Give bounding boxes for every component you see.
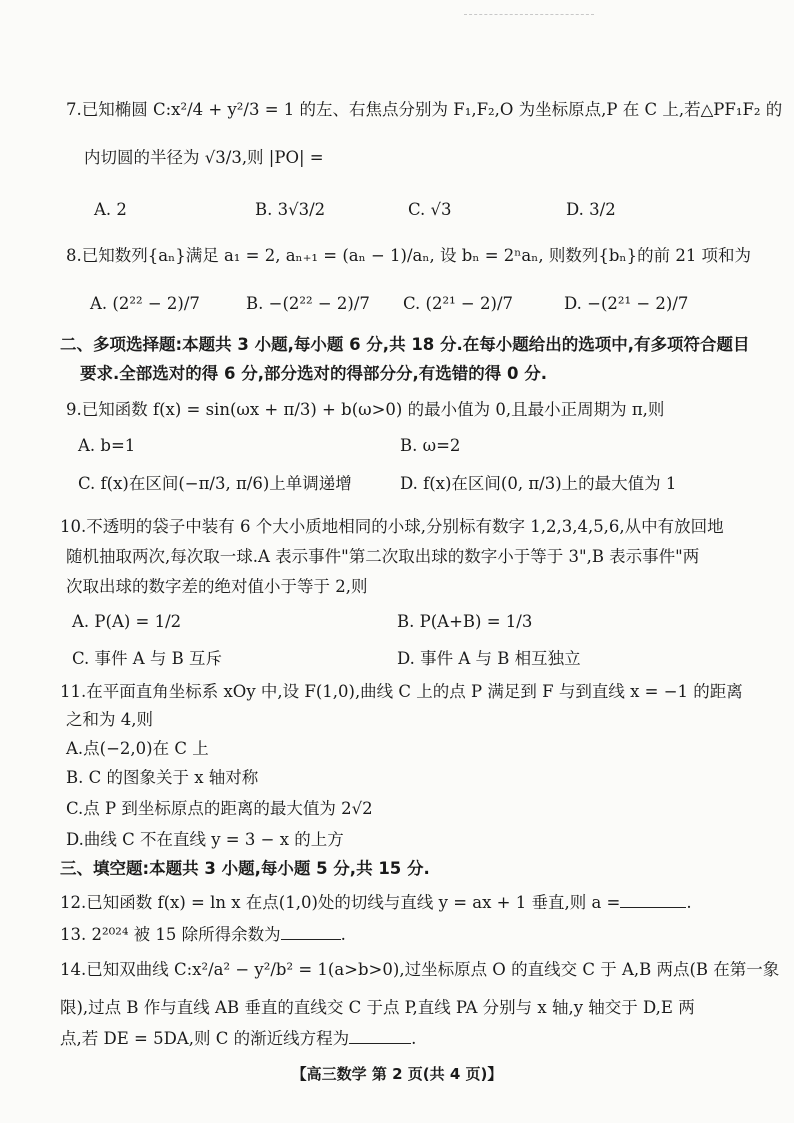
q7-option-c: C. √3 — [408, 200, 452, 219]
q8-option-b: B. −(2²² − 2)/7 — [246, 294, 370, 313]
q9-option-d: D. f(x)在区间(0, π/3)上的最大值为 1 — [400, 474, 677, 493]
q11-line1: 11.在平面直角坐标系 xOy 中,设 F(1,0),曲线 C 上的点 P 满足到 F 与到直线 x = −1 的距离 — [60, 682, 743, 701]
q9-option-c: C. f(x)在区间(−π/3, π/6)上单调递增 — [78, 474, 352, 493]
q12-period: . — [686, 893, 692, 912]
q8-line1: 8.已知数列{aₙ}满足 a₁ = 2, aₙ₊₁ = (aₙ − 1)/aₙ, 设 bₙ = 2ⁿaₙ, 则数列{bₙ}的前 21 项和为 — [66, 246, 752, 265]
q7-line2: 内切圆的半径为 √3/3,则 |PO| = — [84, 148, 324, 167]
q10-line3: 次取出球的数字差的绝对值小于等于 2,则 — [66, 577, 368, 596]
q10-option-b: B. P(A+B) = 1/3 — [397, 612, 533, 631]
section-2-heading-line1: 二、多项选择题:本题共 3 小题,每小题 6 分,共 18 分.在每小题给出的选项中,有多项符合题目 — [60, 335, 750, 354]
q9-option-a: A. b=1 — [78, 436, 136, 455]
q11-option-a: A.点(−2,0)在 C 上 — [66, 739, 209, 758]
q14-text: 点,若 DE = 5DA,则 C 的渐近线方程为 — [60, 1029, 350, 1048]
q11-option-b: B. C 的图象关于 x 轴对称 — [66, 768, 259, 787]
q12-line1 — [60, 893, 692, 912]
q14-line2: 限),过点 B 作与直线 AB 垂直的直线交 C 于点 P,直线 PA 分别与 x 轴,y 轴交于 D,E 两 — [60, 998, 695, 1017]
q11-option-c: C.点 P 到坐标原点的距离的最大值为 2√2 — [66, 799, 373, 818]
q13-line1 — [60, 925, 346, 944]
q14-line3 — [60, 1029, 416, 1048]
scan-artifact — [464, 14, 594, 19]
q8-option-a: A. (2²² − 2)/7 — [90, 294, 200, 313]
q11-line2: 之和为 4,则 — [66, 710, 153, 729]
q10-option-a: A. P(A) = 1/2 — [72, 612, 182, 631]
section-3-heading: 三、填空题:本题共 3 小题,每小题 5 分,共 15 分. — [60, 859, 430, 878]
page-footer: 【高三数学 第 2 页(共 4 页)】 — [291, 1065, 503, 1083]
q9-line1: 9.已知函数 f(x) = sin(ωx + π/3) + b(ω>0) 的最小值为 0,且最小正周期为 π,则 — [66, 400, 665, 419]
q10-option-c: C. 事件 A 与 B 互斥 — [72, 649, 223, 668]
q7-line1: 7.已知椭圆 C:x²/4 + y²/3 = 1 的左、右焦点分别为 F₁,F₂,O 为坐标原点,P 在 C 上,若△PF₁F₂ 的 — [66, 100, 783, 119]
q13-period: . — [340, 925, 346, 944]
q7-option-b: B. 3√3/2 — [255, 200, 326, 219]
q14-line1: 14.已知双曲线 C:x²/a² − y²/b² = 1(a>b>0),过坐标原点 O 的直线交 C 于 A,B 两点(B 在第一象 — [60, 960, 780, 979]
q14-answer-blank[interactable] — [349, 1029, 411, 1044]
q14-period: . — [411, 1029, 417, 1048]
q8-option-d: D. −(2²¹ − 2)/7 — [564, 294, 689, 313]
section-2-heading-line2: 要求.全部选对的得 6 分,部分选对的得部分分,有选错的得 0 分. — [80, 364, 548, 383]
q10-line1: 10.不透明的袋子中装有 6 个大小质地相同的小球,分别标有数字 1,2,3,4,5,6,从中有放回地 — [60, 517, 724, 536]
q8-option-c: C. (2²¹ − 2)/7 — [403, 294, 513, 313]
q7-option-d: D. 3/2 — [566, 200, 616, 219]
q12-answer-blank[interactable] — [620, 893, 686, 908]
q10-option-d: D. 事件 A 与 B 相互独立 — [397, 649, 581, 668]
q7-option-a: A. 2 — [94, 200, 127, 219]
q13-answer-blank[interactable] — [281, 925, 341, 940]
q12-text: 12.已知函数 f(x) = ln x 在点(1,0)处的切线与直线 y = ax + 1 垂直,则 a = — [60, 893, 621, 912]
q13-text: 13. 2²⁰²⁴ 被 15 除所得余数为 — [60, 925, 281, 944]
q10-line2: 随机抽取两次,每次取一球.A 表示事件"第二次取出球的数字小于等于 3",B 表示事件"两 — [66, 547, 700, 566]
q11-option-d: D.曲线 C 不在直线 y = 3 − x 的上方 — [66, 830, 344, 849]
q9-option-b: B. ω=2 — [400, 436, 461, 455]
